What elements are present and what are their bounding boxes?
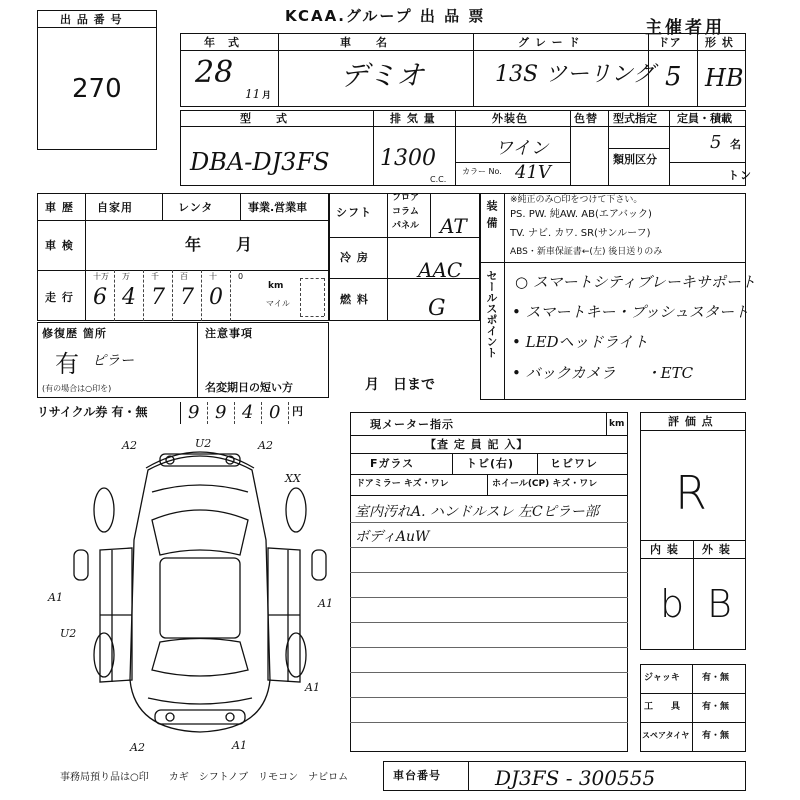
mileage-divider bbox=[143, 270, 144, 321]
office-note: 事務局預り品は○印 カギ シフトノブ リモコン ナビロム bbox=[60, 772, 349, 783]
chip-label: トビ(右) bbox=[466, 457, 515, 470]
history-opt-private: 自家用 bbox=[97, 201, 133, 214]
remark-1: 室内汚れA. ハンドルスレ 左Cピラー部 bbox=[355, 504, 599, 520]
diagram-mark-left-rear: U2 bbox=[60, 627, 77, 640]
tool-jack-value: 有・無 bbox=[702, 673, 730, 683]
rename-label: 名変期日の短い方 bbox=[205, 381, 293, 394]
mileage-digit: 7 bbox=[180, 285, 194, 310]
sales-point-3: • LEDヘッドライト bbox=[512, 333, 649, 351]
remark-rule bbox=[350, 522, 628, 523]
fuel-label: 燃 料 bbox=[340, 293, 369, 306]
grade-label: グ レ ー ド bbox=[518, 36, 581, 49]
km-unit: km bbox=[268, 281, 284, 291]
capacity-label: 定員・積載 bbox=[677, 112, 732, 125]
meter-label: 現メーター指示 bbox=[370, 418, 454, 431]
diagram-mark-right-rear: A1 bbox=[305, 681, 320, 694]
mile-unit: マイル bbox=[266, 299, 290, 308]
mileage-digit: 6 bbox=[93, 285, 107, 310]
remark-rule bbox=[350, 622, 628, 623]
recycle-divider bbox=[180, 402, 181, 424]
history-opt-business: 事業.営業車 bbox=[248, 201, 308, 214]
score-label: 評 価 点 bbox=[668, 415, 714, 428]
year-label: 年 式 bbox=[204, 36, 240, 49]
class-label: 類別区分 bbox=[613, 153, 657, 166]
remark-rule bbox=[350, 597, 628, 598]
shift-opt-floor: フロア bbox=[392, 193, 420, 203]
exterior-score: B bbox=[707, 582, 732, 626]
diagram-mark-front-right: A2 bbox=[258, 439, 273, 452]
repair-note: ピラー bbox=[92, 353, 134, 369]
model-code: DBA-DJ3FS bbox=[190, 148, 330, 176]
mileage-unit-label: 万 bbox=[122, 272, 130, 281]
copy-label: 主催者用 bbox=[645, 18, 725, 38]
remark-rule bbox=[350, 672, 628, 673]
equipment-label: 装備 bbox=[485, 200, 498, 234]
remark-rule bbox=[350, 697, 628, 698]
mileage-divider bbox=[230, 270, 231, 321]
color-no-label: カラー No. bbox=[462, 167, 502, 176]
repair-label: 修復歴 箇所 bbox=[42, 327, 107, 340]
inspector-label: 【査 定 員 記 入】 bbox=[425, 438, 529, 451]
history-label: 車 歴 bbox=[45, 201, 74, 214]
shape-value: HB bbox=[705, 64, 744, 92]
recycle-divider bbox=[207, 402, 208, 424]
interior-label: 内 装 bbox=[650, 543, 679, 556]
sales-label: セールスポイント bbox=[485, 270, 498, 358]
equipment-line2: PS. PW. 純AW. AB(エアバック) bbox=[510, 209, 652, 220]
history-opt-rental: レンタ bbox=[178, 201, 214, 214]
mileage-divider bbox=[172, 270, 173, 321]
wheel-label: ホイール(CP) キズ・ワレ bbox=[492, 479, 598, 489]
recycle-label: リサイクル券 有・無 bbox=[37, 405, 148, 419]
repaint-label: 色替 bbox=[574, 112, 598, 125]
diagram-mark-front-center: U2 bbox=[195, 437, 212, 450]
interior-score: b bbox=[660, 582, 685, 626]
month-suffix: 月 bbox=[262, 91, 272, 101]
shift-value: AT bbox=[440, 214, 467, 238]
notes-label: 注意事項 bbox=[205, 327, 253, 340]
mileage-unit-label: 百 bbox=[180, 272, 188, 281]
cc-unit: C.C. bbox=[430, 175, 447, 184]
recycle-divider bbox=[288, 402, 289, 424]
tool-tools-label: 工 具 bbox=[644, 702, 681, 712]
ac-value: AAC bbox=[418, 258, 463, 282]
car-name-label: 車 名 bbox=[340, 36, 388, 49]
recycle-digit: 9 bbox=[188, 402, 200, 423]
exterior-label: 外 装 bbox=[702, 543, 731, 556]
color-label: 外装色 bbox=[492, 112, 528, 125]
lot-number: 270 bbox=[72, 74, 122, 104]
diagram-mark-front-left: A2 bbox=[122, 439, 137, 452]
diagram-mark-rear-left: A2 bbox=[130, 741, 145, 754]
recycle-digit: 0 bbox=[269, 402, 281, 423]
form-title bbox=[285, 5, 485, 26]
chassis-label: 車台番号 bbox=[393, 769, 441, 782]
tool-spare-label: スペアタイヤ bbox=[642, 731, 690, 740]
sales-point-4: • バックカメラ ・ETC bbox=[512, 364, 694, 382]
mileage-divider bbox=[114, 270, 115, 321]
mileage-unit-label: 十万 bbox=[93, 272, 109, 281]
displacement-value: 1300 bbox=[380, 146, 436, 171]
org-name: KCAA bbox=[285, 7, 339, 25]
mileage-unit-label: 0 bbox=[238, 272, 244, 281]
remark-rule bbox=[350, 572, 628, 573]
mirror-label: ドアミラー キズ・ワレ bbox=[356, 479, 449, 489]
ac-label: 冷 房 bbox=[340, 251, 369, 264]
lot-number-label: 出 品 番 号 bbox=[60, 13, 123, 26]
sales-point-2: • スマートキー・プッシュスタート bbox=[512, 303, 749, 321]
remark-rule bbox=[350, 647, 628, 648]
car-name: デミオ bbox=[340, 59, 425, 92]
remark-2: ボディAuW bbox=[355, 529, 430, 545]
equipment-note: ※純正のみ○印をつけて下さい。 bbox=[510, 195, 643, 205]
sales-point-1: ○ スマートシティブレーキサポート bbox=[515, 273, 756, 291]
yen-unit: 円 bbox=[292, 405, 304, 418]
equipment-line3: TV. ナビ. カワ. SR(サンルーフ) bbox=[510, 228, 651, 239]
mileage-unit-label: 十 bbox=[209, 272, 217, 281]
shift-opt-column: コラム bbox=[392, 207, 419, 217]
remark-rule bbox=[350, 722, 628, 723]
meter-km: km bbox=[609, 419, 625, 429]
fuel-value: G bbox=[428, 296, 446, 321]
ton-unit: トン bbox=[728, 169, 752, 182]
tool-jack-label: ジャッキ bbox=[644, 673, 680, 683]
color-value: ワイン bbox=[495, 138, 549, 159]
mileage-label: 走 行 bbox=[45, 291, 74, 304]
form-title-text: .グループ 出 品 票 bbox=[338, 7, 486, 25]
recycle-divider bbox=[234, 402, 235, 424]
score-value: R bbox=[675, 466, 707, 520]
diagram-mark-left-door: A1 bbox=[48, 591, 63, 604]
diagram-mark-rear-right: A1 bbox=[232, 739, 247, 752]
mileage-divider bbox=[201, 270, 202, 321]
shift-opt-panel: パネル bbox=[392, 221, 420, 231]
mileage-digit: 7 bbox=[151, 285, 165, 310]
tool-spare-value: 有・無 bbox=[702, 731, 730, 741]
tool-tools-value: 有・無 bbox=[702, 702, 730, 712]
grade-value: 13S ツーリング bbox=[495, 62, 655, 87]
chassis-number: DJ3FS - 300555 bbox=[495, 766, 656, 790]
recycle-divider bbox=[261, 402, 262, 424]
month-value: 11 bbox=[245, 87, 261, 101]
year-value: 28 bbox=[195, 55, 234, 90]
shape-label: 形 状 bbox=[705, 36, 734, 49]
shift-label: シフト bbox=[336, 206, 372, 219]
model-label: 型 式 bbox=[240, 112, 288, 125]
diagram-mark-right-door: A1 bbox=[318, 597, 333, 610]
type-spec-label: 型式指定 bbox=[613, 112, 657, 125]
door-value: 5 bbox=[665, 62, 682, 92]
mileage-unit-label: 千 bbox=[151, 272, 159, 281]
capacity-value: 5 bbox=[710, 132, 722, 153]
glass-label: Fガラス bbox=[370, 457, 415, 470]
crack-label: ヒビワレ bbox=[550, 457, 598, 470]
mileage-digit: 0 bbox=[209, 285, 223, 310]
recycle-digit: 4 bbox=[242, 402, 254, 423]
rename-month-day: 月 日まで bbox=[365, 377, 435, 393]
displacement-label: 排 気 量 bbox=[390, 112, 436, 125]
inspection-ym: 年 月 bbox=[185, 235, 254, 254]
remark-rule bbox=[350, 547, 628, 548]
door-label: ドア bbox=[658, 36, 682, 49]
inspection-label: 車 検 bbox=[45, 239, 74, 252]
equipment-line4: ABS・新車保証書←(左) 後日送りのみ bbox=[510, 247, 663, 257]
color-no: 41V bbox=[515, 162, 551, 183]
repair-hint: (有の場合は○印を) bbox=[42, 384, 112, 393]
mileage-digit: 4 bbox=[122, 285, 136, 310]
recycle-digit: 9 bbox=[215, 402, 227, 423]
capacity-unit: 名 bbox=[730, 138, 742, 151]
repair-value: 有 bbox=[55, 350, 79, 378]
diagram-mark-fender-right: XX bbox=[285, 472, 301, 485]
